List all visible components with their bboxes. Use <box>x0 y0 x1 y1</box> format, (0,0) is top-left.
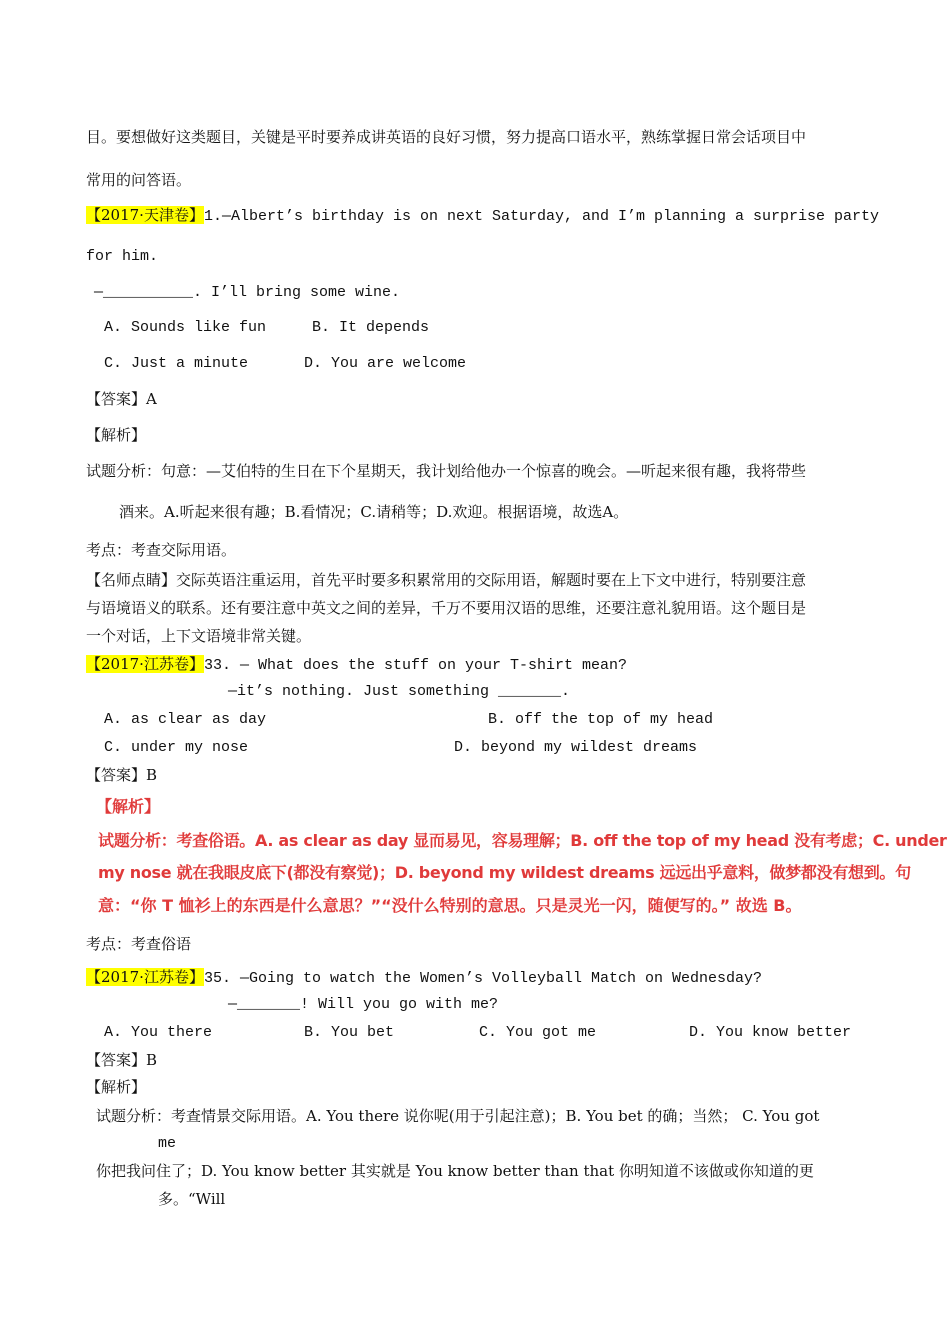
q1-option-b: B. It depends <box>312 319 430 336</box>
q33-point: 考点：考查俗语 <box>86 935 192 953</box>
q33-analysis-heading: 【解析】 <box>96 797 161 816</box>
q1-stem-text: 1.—Albert’s birthday is on next Saturday, and I’m planning a surprise party <box>203 208 880 225</box>
q35-analysis-line-3: 你把我问住了；D. You know better 其实就是 You know better than that 你明知道不该做或你知道的更 <box>96 1162 814 1180</box>
q33-answer: 【答案】B <box>86 766 158 784</box>
q1-option-a: A. Sounds like fun <box>104 319 267 336</box>
q33-analysis-line-3: 意：“你 T 恤衫上的东西是什么意思？”“没什么特别的意思。只是灵光一闪，随便写的。” 故选 B。 <box>98 896 802 915</box>
q35-stem-text: 35. —Going to watch the Women’s Volleyball Match on Wednesday? <box>203 970 763 987</box>
q1-reply: —__________. I’ll bring some wine. <box>94 284 401 301</box>
q33-stem-text: 33. — What does the stuff on your T-shirt mean? <box>203 657 628 674</box>
q35-source-tag: 【2017·江苏卷】 <box>86 968 204 986</box>
q1-source-tag: 【2017·天津卷】 <box>86 206 204 224</box>
q35-option-c: C. You got me <box>479 1024 597 1041</box>
q1-point: 考点：考查交际用语。 <box>86 541 237 559</box>
intro-line-1: 目。要想做好这类题目，关键是平时要养成讲英语的良好习惯，努力提高口语水平，熟练掌握日常会话项目中 <box>86 128 807 146</box>
q1-tips-line-3: 一个对话，上下文语境非常关键。 <box>86 627 312 645</box>
q35-option-d: D. You know better <box>689 1024 852 1041</box>
q1-analysis-line-2: 酒来。A.听起来很有趣；B.看情况；C.请稍等；D.欢迎。根据语境，故选A。 <box>119 503 629 521</box>
q35-reply: —_______! Will you go with me? <box>228 996 499 1013</box>
q33-option-d: D. beyond my wildest dreams <box>454 739 698 756</box>
q33-analysis-line-1: 试题分析：考查俗语。A. as clear as day 显而易见，容易理解；B. off the top of my head 没有考虑；C. under <box>98 831 947 850</box>
q35-option-b: B. You bet <box>304 1024 395 1041</box>
q1-tips-line-2: 与语境语义的联系。还有要注意中英文之间的差异，千万不要用汉语的思维，还要注意礼貌用语。这个题目是 <box>86 599 807 617</box>
q35-answer: 【答案】B <box>86 1051 158 1069</box>
q33-source-tag: 【2017·江苏卷】 <box>86 655 204 673</box>
q1-analysis-line-1: 试题分析：句意：—艾伯特的生日在下个星期天，我计划给他办一个惊喜的晚会。—听起来很有趣，我将带些 <box>86 462 807 480</box>
q33-option-b: B. off the top of my head <box>488 711 714 728</box>
intro-line-2: 常用的问答语。 <box>86 171 192 189</box>
q1-option-d: D. You are welcome <box>304 355 467 372</box>
q1-option-c: C. Just a minute <box>104 355 249 372</box>
q33-stem <box>86 654 627 676</box>
q35-option-a: A. You there <box>104 1024 213 1041</box>
q35-analysis-line-1: 试题分析：考查情景交际用语。A. You there 说你呢(用于引起注意)；B. You bet 的确；当然； C. You got <box>96 1107 820 1125</box>
q1-answer: 【答案】A <box>86 390 157 408</box>
q33-option-c: C. under my nose <box>104 739 249 756</box>
q35-analysis-line-2: me <box>158 1135 177 1152</box>
q33-reply: —it’s nothing. Just something _______. <box>228 683 571 700</box>
q35-stem <box>86 967 762 989</box>
q33-option-a: A. as clear as day <box>104 711 267 728</box>
q33-analysis-line-2: my nose 就在我眼皮底下(都没有察觉)；D. beyond my wildest dreams 远远出乎意料，做梦都没有想到。句 <box>98 863 911 882</box>
q35-analysis-heading: 【解析】 <box>86 1078 147 1096</box>
q1-stem-cont: for him. <box>86 248 159 265</box>
q35-analysis-line-4: 多。“Will <box>158 1190 226 1208</box>
q1-analysis-heading: 【解析】 <box>86 426 147 444</box>
q1-tips-line-1: 【名师点睛】交际英语注重运用，首先平时要多积累常用的交际用语，解题时要在上下文中进行，特别要注意 <box>86 571 807 589</box>
q1-stem <box>86 205 879 227</box>
